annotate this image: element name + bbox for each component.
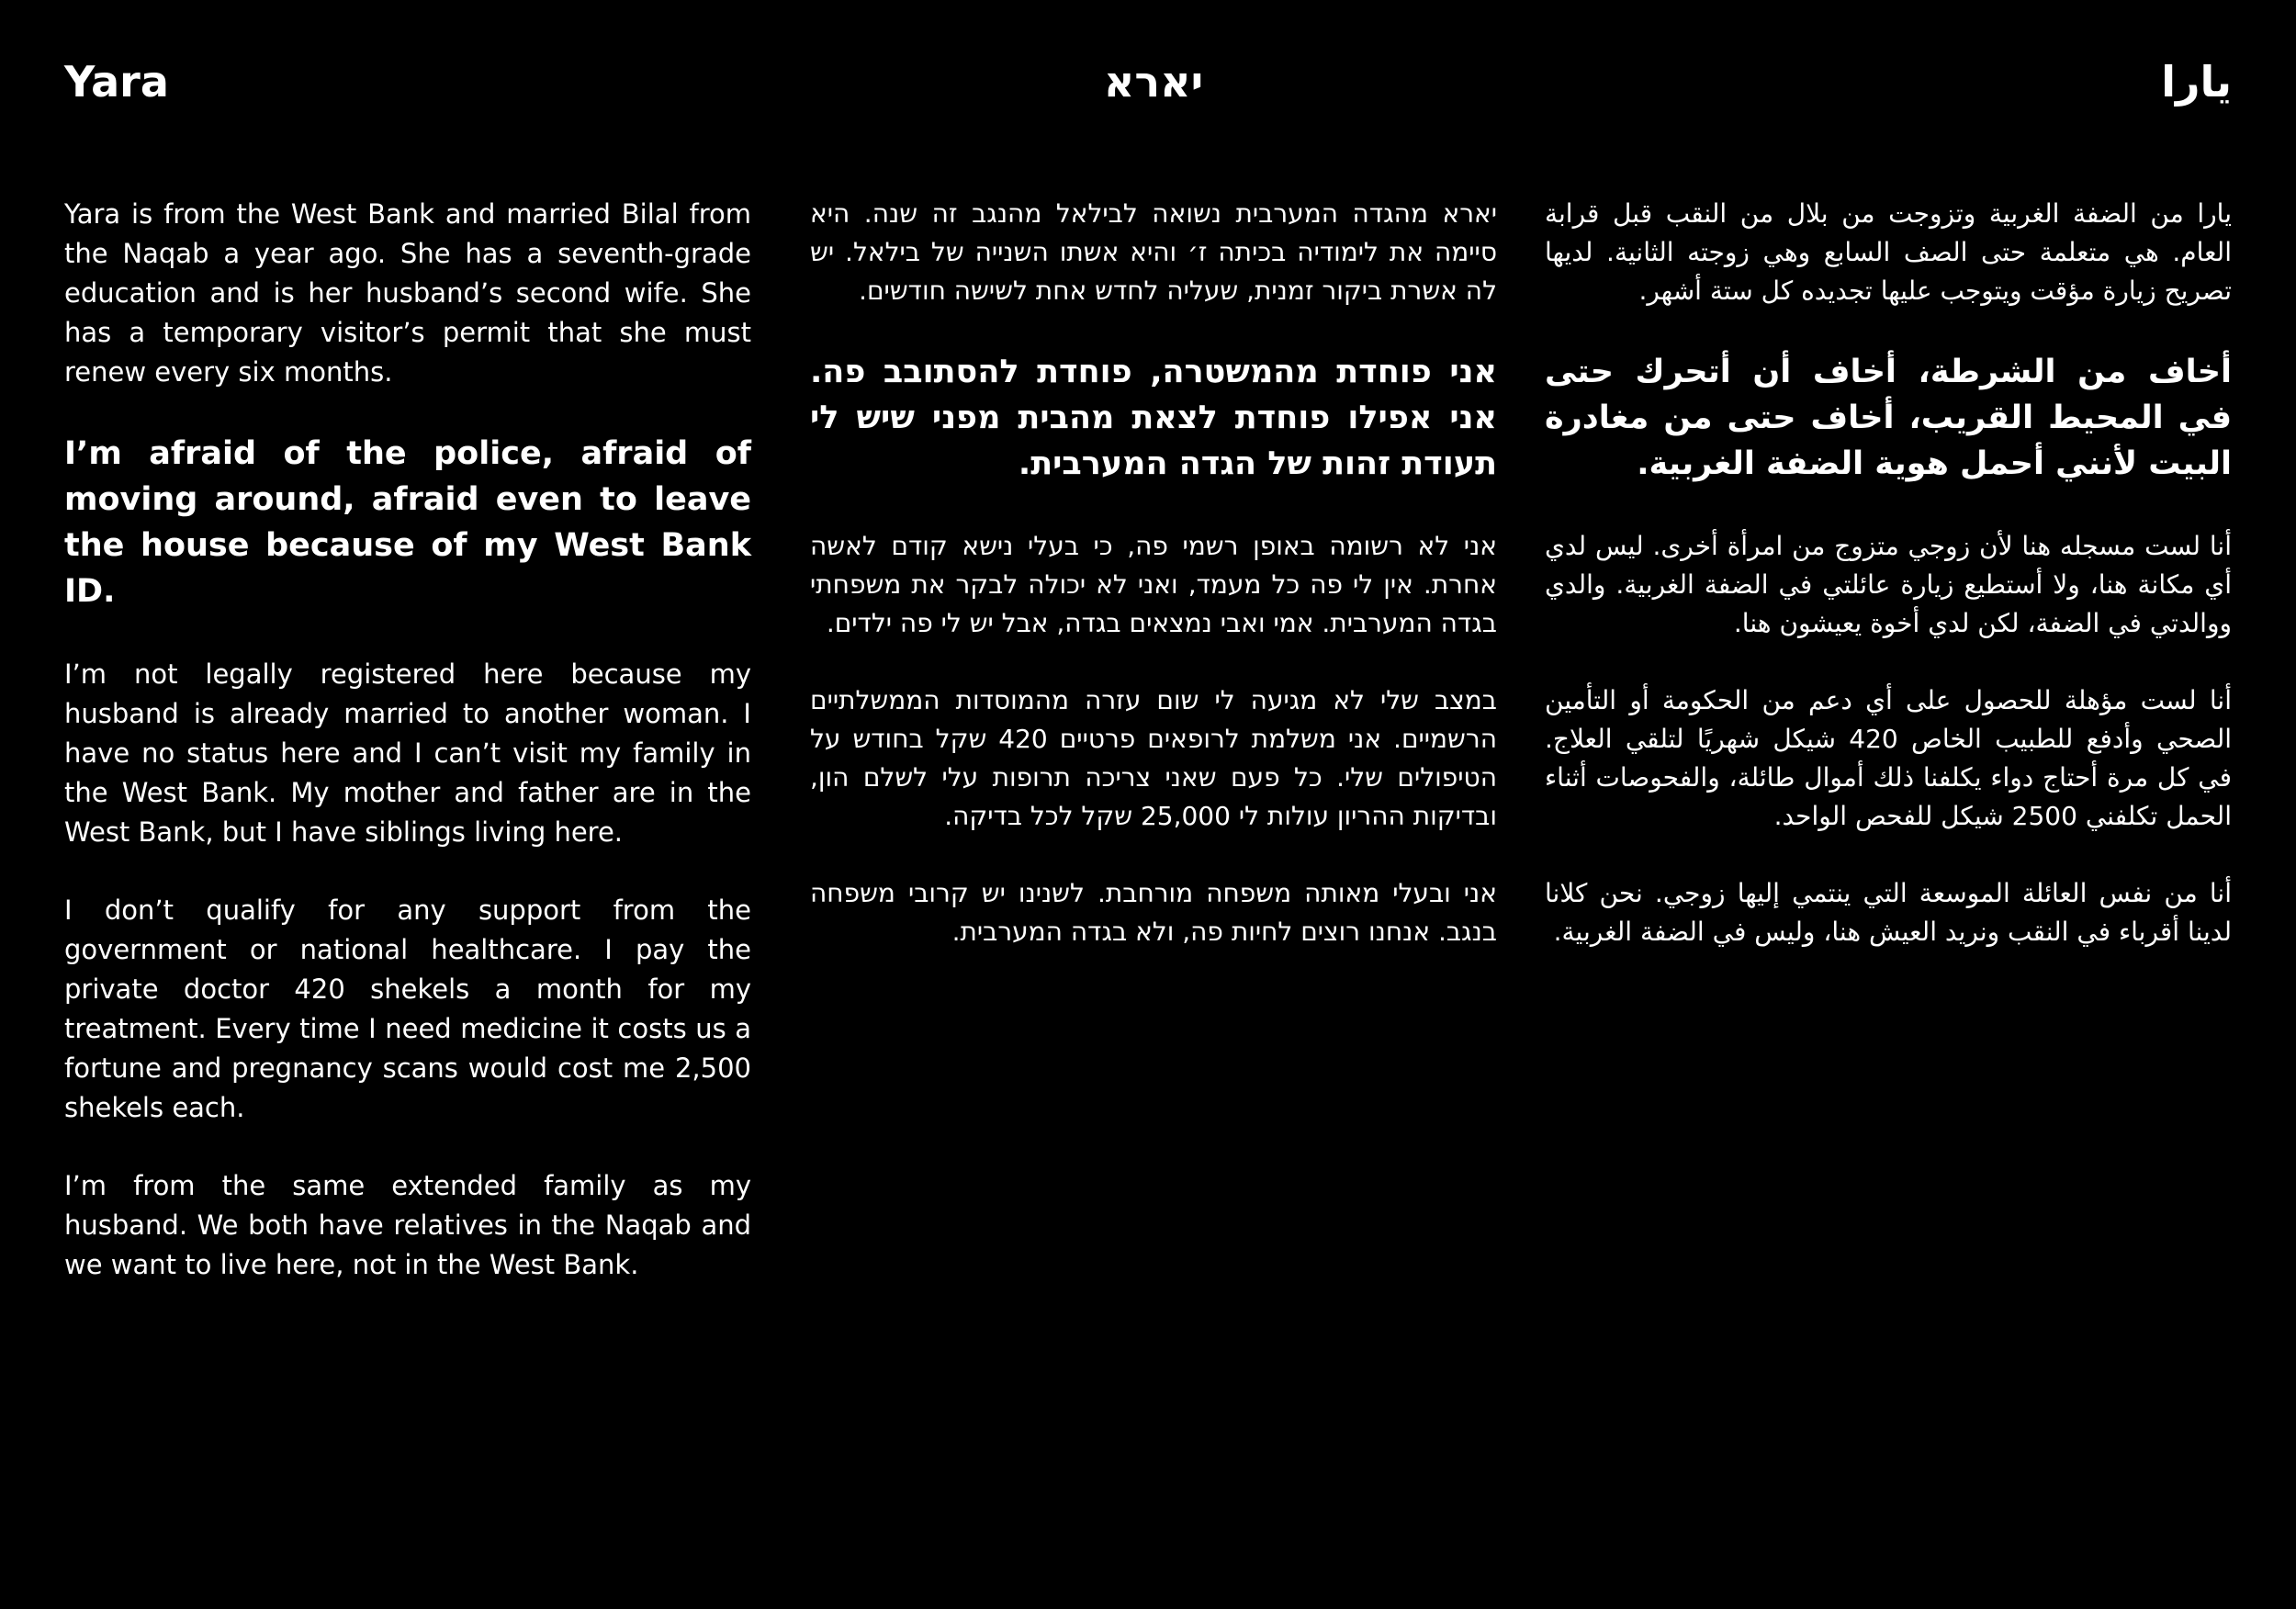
hebrew-title: יארא	[1103, 57, 1204, 107]
arabic-quote: أخاف من الشرطة، أخاف أن أتحرك حتى في المحيط القريب، أخاف حتى من مغادرة البيت لأنني أحمل هوية الضفة الغربية.	[1545, 354, 2232, 482]
arabic-column	[1545, 53, 2232, 990]
hebrew-column	[810, 53, 1497, 990]
hebrew-registration-paragraph: אני לא רשומה באופן רשמי פה, כי בעלי נישא קודם לאשה אחרת. אין לי פה כל מעמד, ואני לא יכולה לבקר את משפחתי בגדה המערבית. אמי ואבי נמצאים בגדה, אבל יש לי פה ילדים.	[810, 531, 1497, 638]
english-quote: I’m afraid of the police, afraid of moving around, afraid even to leave the house because of my West Bank ID.	[64, 435, 751, 610]
english-family-paragraph: I’m from the same extended family as my husband. We both have relatives in the Naqab and we want to live here, not in the West Bank.	[64, 1170, 751, 1280]
hebrew-family-paragraph: אני ובעלי מאותה משפחה מורחבת. לשנינו יש קרובי משפחה בנגב. אנחנו רוצים לחיות פה, ולא בגדה המערבית.	[810, 878, 1497, 947]
english-registration-paragraph: I’m not legally registered here because my husband is already married to another woman. I have no status here and I can’t visit my family in the West Bank. My mother and father are in the West Bank, but I have siblings living here.	[64, 658, 751, 848]
english-column	[64, 53, 751, 1323]
arabic-title: يارا	[2161, 57, 2232, 107]
hebrew-quote: אני פוחדת מהמשטרה, פוחדת להסתובב פה. אני אפילו פוחדת לצאת מהבית מפני שיש לי תעודת זהות של הגדה המערבית.	[810, 354, 1497, 482]
arabic-intro-paragraph: يارا من الضفة الغربية وتزوجت من بلال من النقب قبل قرابة العام. هي متعلمة حتى الصف السابع وهي زوجته الثانية. لديها تصريح زيارة مؤقت ويتوجب عليها تجديده كل ستة أشهر.	[1545, 198, 2232, 306]
english-title: Yara	[64, 57, 169, 107]
hebrew-healthcare-paragraph: במצב שלי לא מגיעה לי שום עזרה מהמוסדות הממשלתיים הרשמיים. אני משלמת לרופאים פרטיים 420 שקל בחודש על הטיפולים שלי. כל פעם שאני צריכה תרופות עלי לשלם הון, ובדיקות ההריון עולות לי 25,000 שקל לכל בדיקה.	[810, 685, 1497, 831]
arabic-family-paragraph: أنا من نفس العائلة الموسعة التي ينتمي إليها زوجي. نحن كلانا لدينا أقرباء في النقب ونريد العيش هنا، وليس في الضفة الغربية.	[1545, 878, 2232, 947]
arabic-registration-paragraph: أنا لست مسجله هنا لأن زوجي متزوج من امرأة أخرى. ليس لدي أي مكانة هنا، ولا أستطيع زيارة عائلتي في الضفة الغربية. والدي ووالدتي في الضفة، لكن لدي أخوة يعيشون هنا.	[1545, 531, 2232, 638]
english-intro-paragraph: Yara is from the West Bank and married Bilal from the Naqab a year ago. She has a seventh-grade education and is her husband’s second wife. She has a temporary visitor’s permit that she must renew every six months.	[64, 198, 751, 388]
english-healthcare-paragraph: I don’t qualify for any support from the government or national healthcare. I pay the private doctor 420 shekels a month for my treatment. Every time I need medicine it costs us a fortune and pregnancy scans would cost me 2,500 shekels each.	[64, 895, 751, 1123]
arabic-healthcare-paragraph: أنا لست مؤهلة للحصول على أي دعم من الحكومة أو التأمين الصحي وأدفع للطبيب الخاص 420 شيكل شهريًا لتلقي العلاج. في كل مرة أحتاج دواء يكلفنا ذلك أموال طائلة، والفحوصات أثناء الحمل تكلفني 2500 شيكل للفحص الواحد.	[1545, 685, 2232, 831]
hebrew-intro-paragraph: יארא מהגדה המערבית נשואה לבילאל מהנגב זה שנה. היא סיימה את לימודיה בכיתה ז׳ והיא אשתו השנייה של בילאל. יש לה אשרת ביקור זמנית, שעליה לחדש אחת לשישה חודשים.	[810, 198, 1497, 306]
